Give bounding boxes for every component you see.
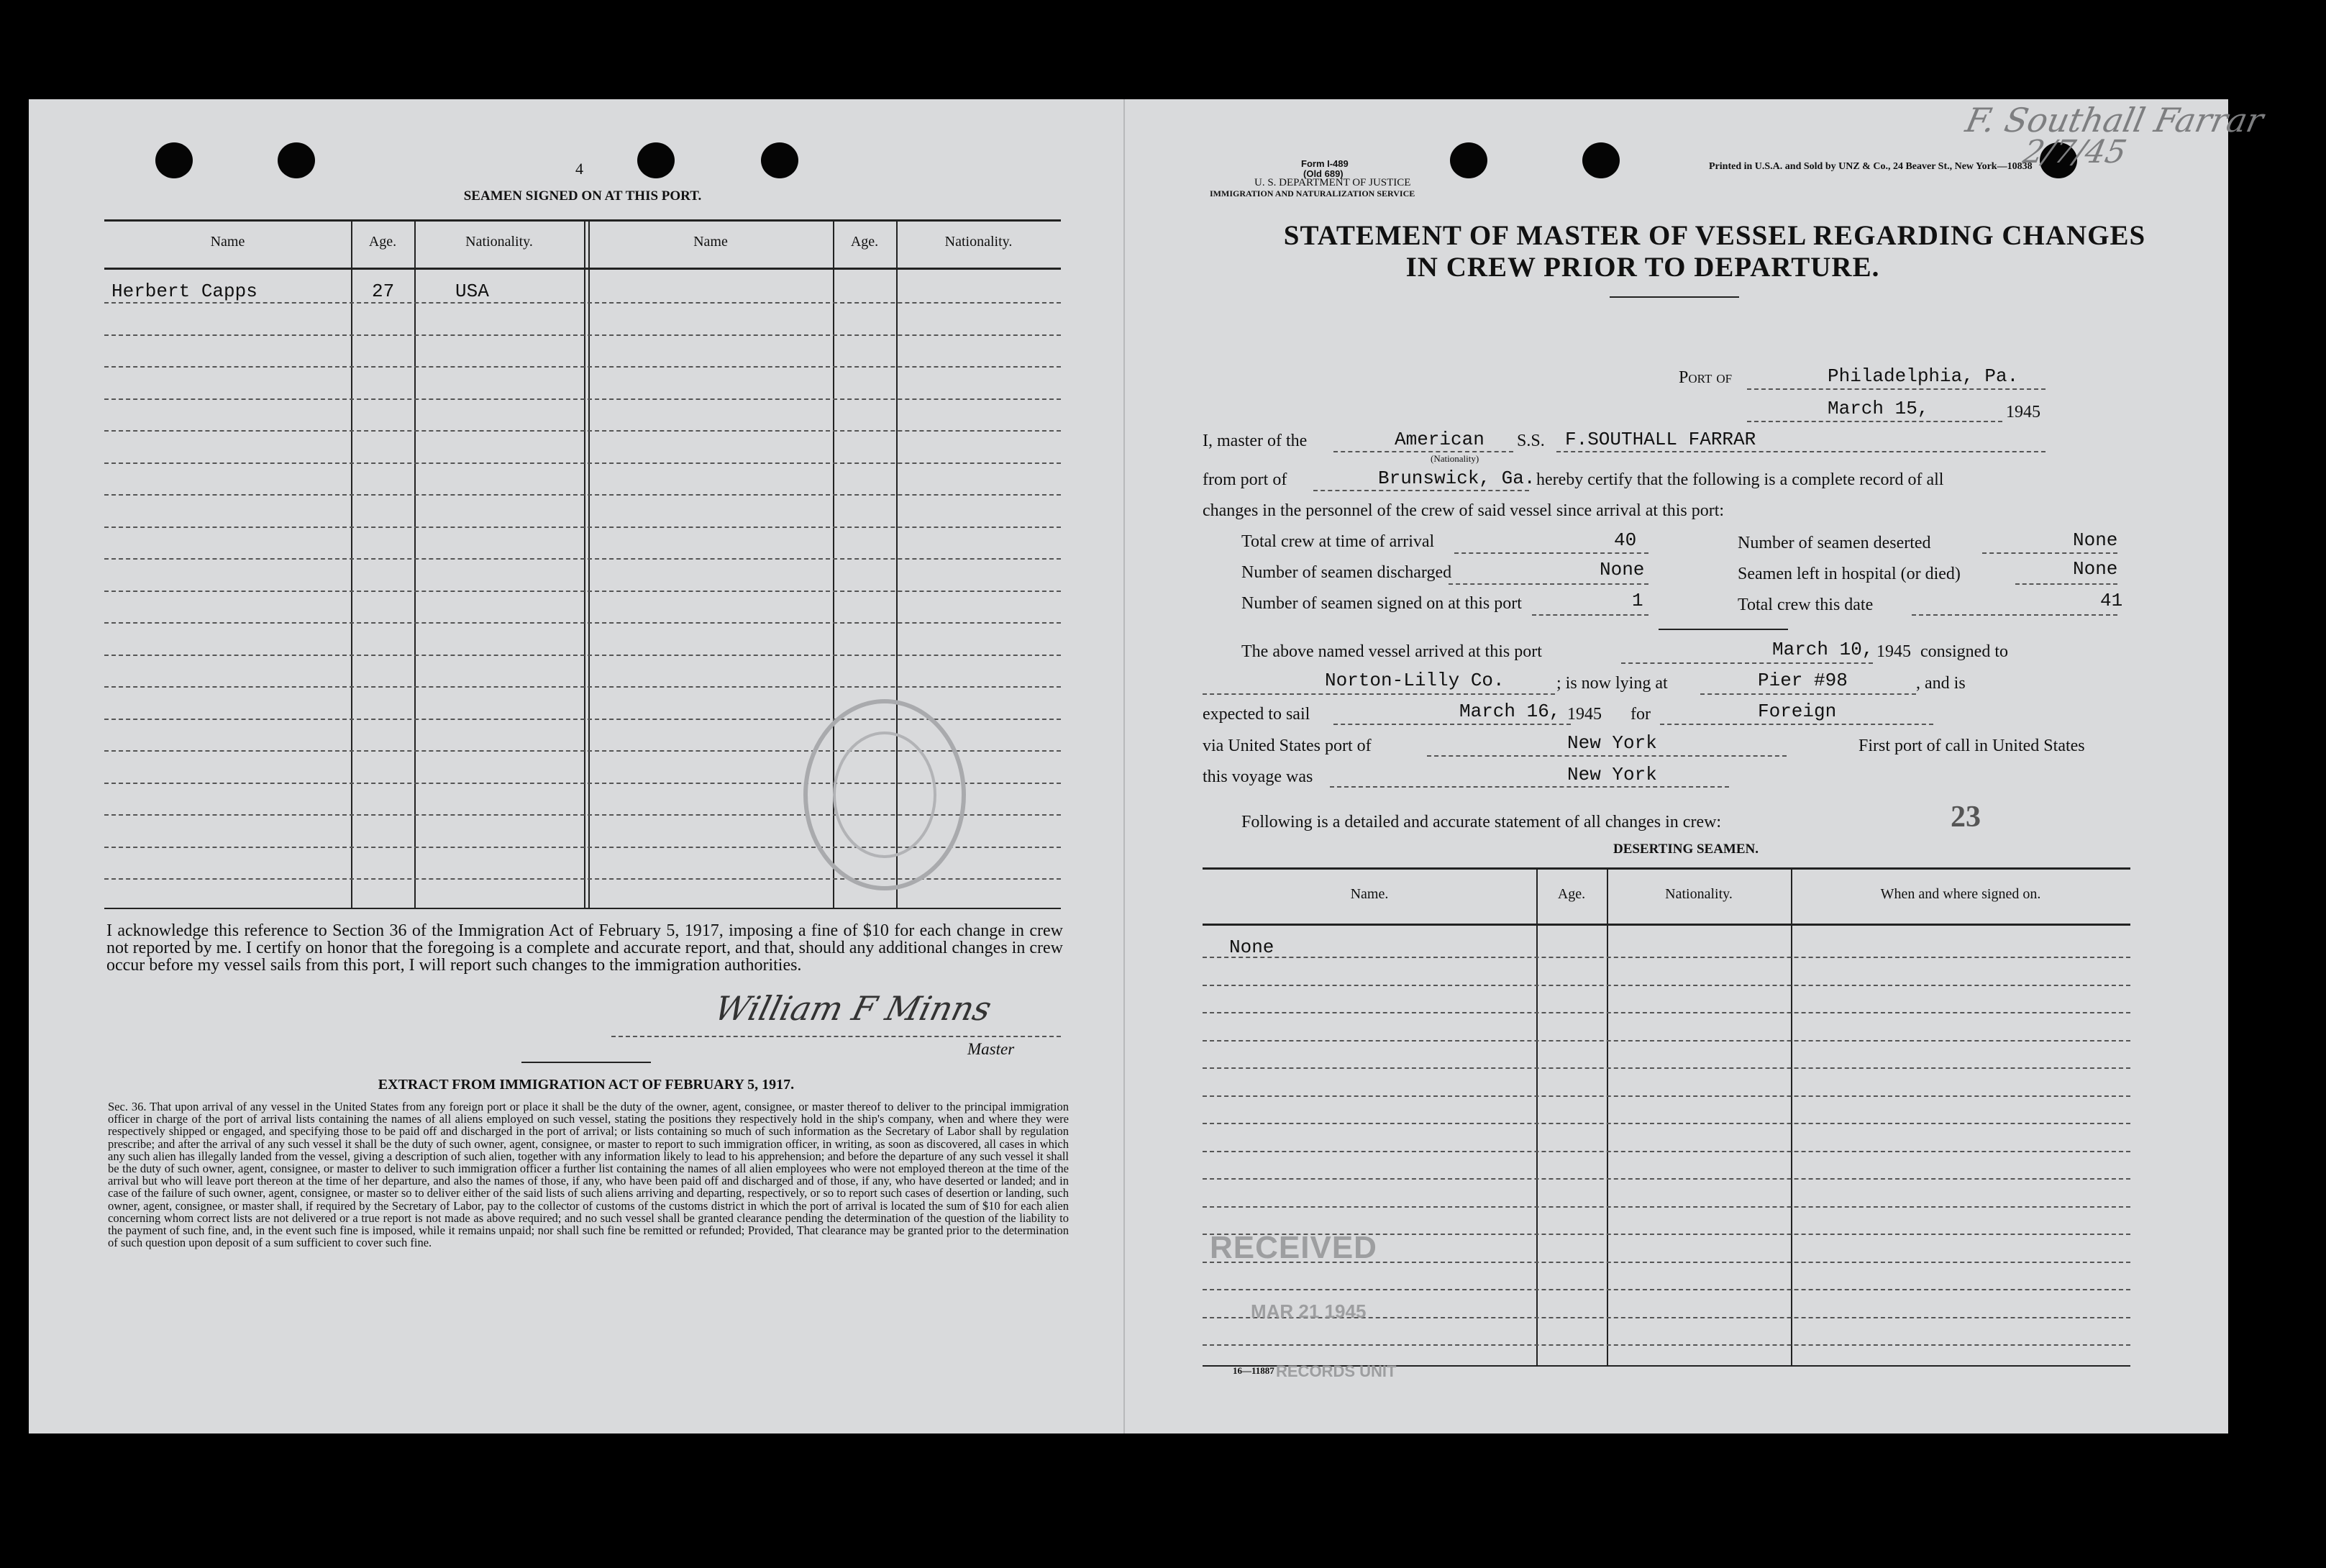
desert-column-age: Age. <box>1557 886 1586 902</box>
handwritten-number: 23 <box>1951 801 1981 834</box>
fill-line <box>1747 421 2002 422</box>
total-crew-arrival: 40 <box>1614 529 1637 551</box>
master-of-label: I, master of the <box>1203 432 1308 450</box>
fill-line <box>1330 786 1729 788</box>
first-port-label: First port of call in United States <box>1858 737 2085 755</box>
via-label: via United States port of <box>1203 737 1372 755</box>
extract-title: EXTRACT FROM IMMIGRATION ACT OF FEBRUARY 5, 1917. <box>378 1077 795 1093</box>
table-row-line <box>1203 1178 2130 1180</box>
consignee-value: Norton-Lilly Co. <box>1325 670 1505 691</box>
signed-on-title: SEAMEN SIGNED ON AT THIS PORT. <box>463 188 702 204</box>
port-value: Philadelphia, Pa. <box>1828 365 2019 387</box>
fill-line <box>1427 755 1787 757</box>
table-row-line <box>104 686 1061 688</box>
column-divider <box>584 219 585 908</box>
fill-line <box>1660 724 1933 725</box>
column-divider <box>1791 867 1792 1365</box>
column-header-nationality: Nationality. <box>944 234 1013 250</box>
from-port-label: from port of <box>1203 470 1287 489</box>
form-title <box>1182 220 2247 283</box>
extract-rule <box>521 1062 651 1063</box>
table-row-line <box>1203 1095 2130 1097</box>
service-name: IMMIGRATION AND NATURALIZATION SERVICE <box>1210 188 1415 199</box>
received-stamp: RECEIVED <box>1210 1230 1377 1265</box>
table-row-line <box>104 494 1061 496</box>
certify-text: hereby certify that the following is a complete record of all <box>1536 470 1944 489</box>
handwritten-date: 2/7/45 <box>2020 134 2130 170</box>
table-row <box>104 276 1061 305</box>
desert-table-top-rule <box>1203 867 2130 870</box>
nationality-value: American <box>1395 429 1484 450</box>
column-divider <box>414 219 416 908</box>
table-row-line <box>104 430 1061 432</box>
acknowledgement-text: I acknowledge this reference to Section 36 of the Immigration Act of February 5, 1917, imposing a fine of $10 for each change in crew not reported by me. I certify on honor that the foregoing is a complete and accurate report, and that, should any additional changes in crew occur before my vessel sails from this port, I will report such changes to the immigration authorities. <box>106 921 1063 975</box>
total-crew-arrival-label: Total crew at time of arrival <box>1241 532 1435 551</box>
voyage-label: this voyage was <box>1203 767 1313 786</box>
lying-label: ; is now lying at <box>1556 674 1668 693</box>
table-row-line <box>104 462 1061 464</box>
pier-value: Pier #98 <box>1758 670 1848 691</box>
table-row-line <box>104 591 1061 592</box>
table-bottom-rule <box>104 908 1061 909</box>
discharged-value: None <box>1600 559 1645 580</box>
seaman-name: Herbert Capps <box>111 281 257 302</box>
fill-line <box>1333 724 1571 725</box>
ss-label: S.S. <box>1517 432 1545 450</box>
page-number: 4 <box>575 160 583 178</box>
signed-on-value: 1 <box>1632 590 1643 611</box>
table-row-line <box>104 398 1061 400</box>
table-row-line <box>1203 957 2130 958</box>
table-row-line <box>1203 1344 2130 1346</box>
nationality-caption: (Nationality) <box>1431 453 1479 464</box>
vessel-name: F.SOUTHALL FARRAR <box>1565 429 1756 450</box>
signed-on-label: Number of seamen signed on at this port <box>1241 594 1522 613</box>
discharged-label: Number of seamen discharged <box>1241 563 1452 582</box>
fill-line <box>1556 451 2045 452</box>
table-top-rule <box>104 219 1061 222</box>
fill-line <box>1454 552 1648 554</box>
fill-line <box>2015 583 2117 585</box>
table-row-line <box>104 366 1061 368</box>
fill-line <box>1313 490 1529 491</box>
date-value: March 15, <box>1828 398 1929 419</box>
table-header-rule <box>104 268 1061 270</box>
sail-date: March 16, <box>1459 701 1561 722</box>
form-title-line-1: STATEMENT OF MASTER OF VESSEL REGARDING CHANGES <box>1283 220 2146 251</box>
table-row-line <box>1203 985 2130 986</box>
total-crew-date-label: Total crew this date <box>1738 596 1874 614</box>
form-title-line-2: IN CREW PRIOR TO DEPARTURE. <box>1405 252 1880 283</box>
fill-line <box>1747 388 2045 390</box>
seaman-nationality: USA <box>455 281 489 302</box>
form-old-number: (Old 689) <box>1303 168 1344 179</box>
footer-code: 16—11887 <box>1233 1365 1274 1376</box>
records-unit-stamp: RECORDS UNIT <box>1276 1362 1397 1380</box>
table-row-line <box>1203 1123 2130 1124</box>
desert-column-nationality: Nationality. <box>1665 886 1733 902</box>
expected-label: expected to sail <box>1203 705 1310 724</box>
table-row-line <box>104 527 1061 528</box>
fill-line <box>1333 451 1513 452</box>
printer-credit: Printed in U.S.A. and Sold by UNZ & Co., 24 Beaver St., New York—10838 <box>1709 161 2033 172</box>
extract-text: Sec. 36. That upon arrival of any vessel in the United States from any foreign port or place it shall be the duty of the owner, agent, consignee, or master thereof to deliver to the principal immigration officer in charge of the port of arrival lists containing the names of all aliens employed on such vessel, stating the positions they respectively hold in the ship's company, when and where they were respectively shipped or engaged, and specifying those to be paid off and discharged in the port of arrival; or lists containing so much of such information as the Secretary of Labor shall by regulation prescribe; and after the arrival of any such vessel it shall be the duty of such owner, agent, consignee, or master to report to such immigration officer, in writing, as soon as discovered, all cases in which any such alien has illegally landed from the vessel, giving a description of such alien, together with any information likely to lead to his apprehension; and before the departure of any such vessel it shall be the duty of such owner, agent, consignee, or master to deliver to such immigration officer a further list containing the names of all alien employees who were not employed thereon at the time of the arrival but who will leave port thereon at the time of her departure, and also the names of those, if any, who have been paid off and discharged and of those, if any, who have deserted or landed; and in case of the failure of such owner, agent, consignee, or master so to deliver either of the said lists of such aliens arriving and departing, respectively, or so to report such cases of desertion or landing, such owner, agent, consignee, or master shall, if required by the Secretary of Labor, pay to the collector of customs of the customs district in which the port of arrival is located the sum of $10 for each alien concerning whom correct lists are not delivered or a true report is not made as above required; and no such vessel shall be granted clearance pending the determination of the question of the liability to the payment of such fine, and, in the event such fine is imposed, while it remains unpaid; nor shall such fine be remitted or refunded; Provided, That clearance may be granted prior to the determination of such question upon deposit of a sum sufficient to cover such fine. <box>108 1100 1069 1250</box>
fill-line <box>1982 552 2117 554</box>
sail-year: 1945 <box>1567 705 1602 724</box>
year-value: 1945 <box>2006 403 2040 421</box>
table-row-line <box>104 655 1061 656</box>
fill-line <box>1621 662 1873 664</box>
arrived-date: March 10, <box>1772 639 1874 660</box>
seaman-age: 27 <box>372 281 395 302</box>
hospital-label: Seamen left in hospital (or died) <box>1738 565 1961 583</box>
first-port-value: New York <box>1567 764 1657 785</box>
column-divider <box>1536 867 1538 1365</box>
total-crew-date: 41 <box>2100 590 2123 611</box>
following-text: Following is a detailed and accurate statement of all changes in crew: <box>1241 813 1722 831</box>
deserting-seaman-name: None <box>1229 936 1274 958</box>
column-divider <box>588 219 590 908</box>
arrived-label: The above named vessel arrived at this port <box>1241 642 1542 661</box>
desert-column-name: Name. <box>1350 886 1389 902</box>
column-divider <box>351 219 352 908</box>
table-row-line <box>1203 1289 2130 1290</box>
master-signature: William F Minns <box>711 989 995 1028</box>
master-label: Master <box>967 1040 1015 1058</box>
left-page <box>0 0 1123 1568</box>
port-label: Port of <box>1679 368 1733 387</box>
fill-line <box>1912 614 2117 616</box>
deserted-label: Number of seamen deserted <box>1738 534 1931 552</box>
table-row-line <box>104 302 1061 304</box>
table-row-line <box>1203 1040 2130 1041</box>
hospital-value: None <box>2073 558 2118 580</box>
table-row-line <box>104 558 1061 560</box>
via-port-value: New York <box>1567 732 1657 754</box>
deserted-value: None <box>2073 529 2118 551</box>
handwritten-note: F. Southall Farrar <box>1962 101 2267 140</box>
changes-text: changes in the personnel of the crew of said vessel since arrival at this port: <box>1203 501 1725 520</box>
desert-table-header-rule <box>1203 924 2130 926</box>
table-row-line <box>104 622 1061 624</box>
column-divider <box>1607 867 1608 1365</box>
table-row-line <box>1203 1012 2130 1013</box>
received-date-stamp: MAR 21 1945 <box>1251 1300 1367 1322</box>
table-row-line <box>1203 1151 2130 1152</box>
column-header-name: Name <box>693 234 728 250</box>
for-label: for <box>1631 705 1651 724</box>
stats-rule <box>1659 629 1788 630</box>
destination-value: Foreign <box>1758 701 1837 722</box>
circular-stamp <box>795 690 975 906</box>
deserting-title: DESERTING SEAMEN. <box>1613 842 1759 857</box>
signature-line <box>611 1036 1061 1037</box>
form-number: Form I-489 <box>1301 158 1349 169</box>
column-header-age: Age. <box>850 234 879 250</box>
and-is-label: , and is <box>1916 674 1966 693</box>
table-row-line <box>1203 1067 2130 1069</box>
arrived-year: 1945 <box>1876 642 1911 661</box>
table-row-line <box>104 334 1061 336</box>
desert-column-signed-on: When and where signed on. <box>1880 886 2041 902</box>
column-header-name: Name <box>210 234 245 250</box>
from-port-value: Brunswick, Ga. <box>1378 468 1536 489</box>
consigned-label: consigned to <box>1920 642 2008 661</box>
title-rule <box>1610 296 1739 298</box>
table-row-line <box>1203 1206 2130 1208</box>
department-name: U. S. DEPARTMENT OF JUSTICE <box>1254 177 1411 188</box>
right-page <box>1125 0 2326 1568</box>
column-header-nationality: Nationality. <box>465 234 533 250</box>
fill-line <box>1532 614 1648 616</box>
fill-line <box>1700 693 1916 695</box>
column-header-age: Age. <box>368 234 397 250</box>
fill-line <box>1203 693 1555 695</box>
fill-line <box>1449 583 1648 585</box>
